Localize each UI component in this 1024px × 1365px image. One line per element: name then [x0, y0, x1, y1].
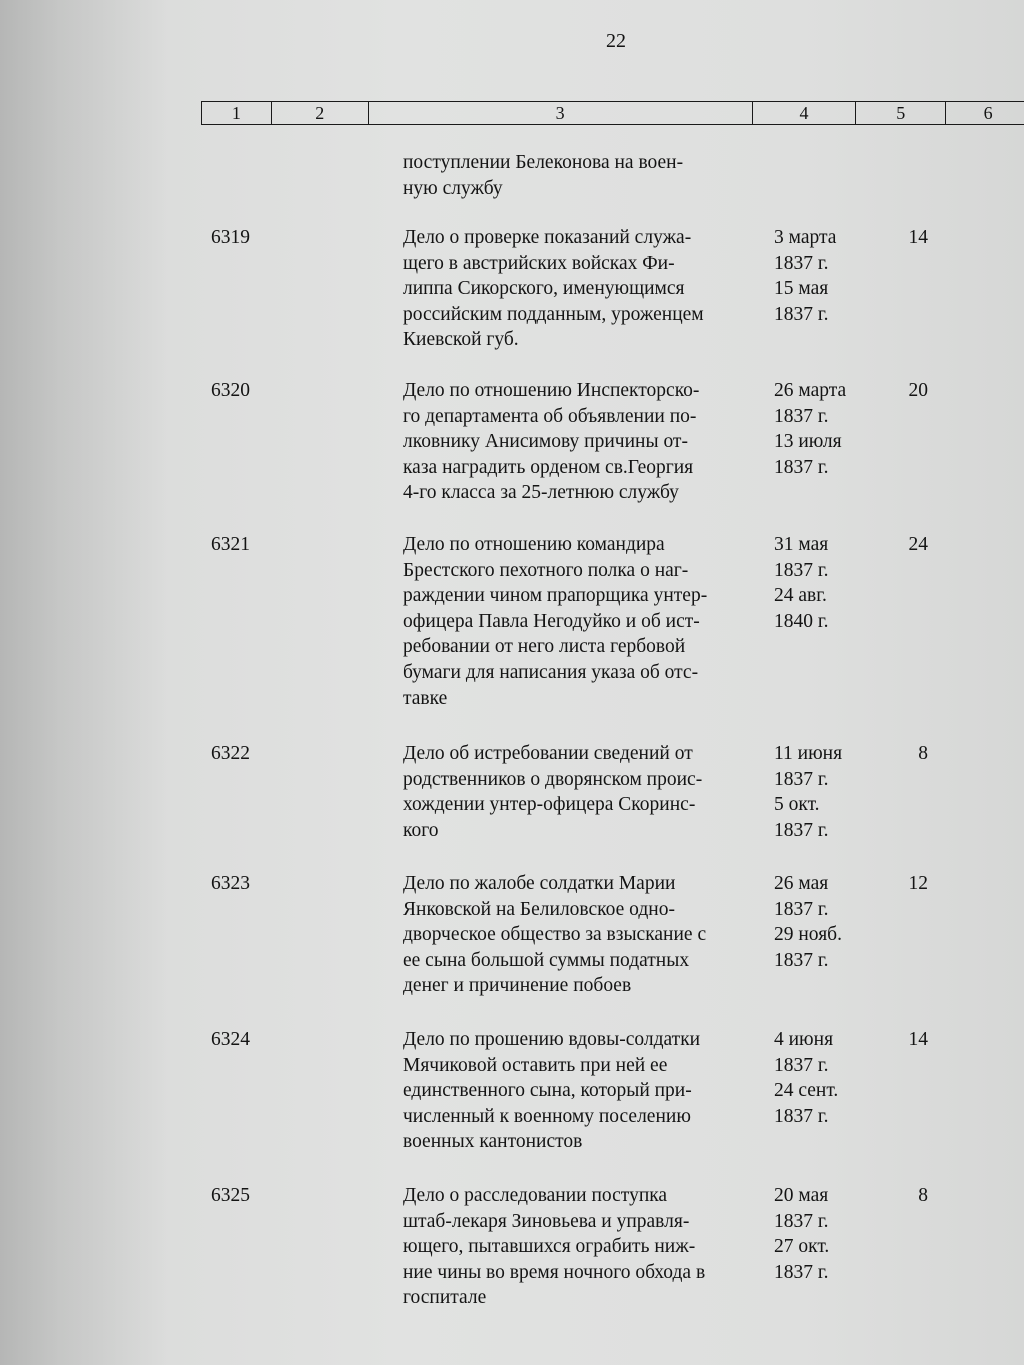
text-line: ную службу [403, 177, 503, 199]
text-line: ее сына большой суммы податных [403, 949, 690, 971]
entry-description [403, 741, 763, 843]
entry-sheet-count: 8 [918, 743, 928, 764]
text-line: раждении чином прапорщика унтер- [403, 585, 708, 607]
text-line: хождении унтер-офицера Скоринс- [403, 794, 696, 816]
text-line: российским подданным, уроженцем [403, 303, 704, 325]
column-header-3: 3 [369, 102, 753, 124]
text-line: ние чины во время ночного обхода в [403, 1261, 706, 1283]
column-header-4: 4 [753, 102, 857, 124]
date-line: 1837 г. [774, 1054, 829, 1076]
date-line: 1837 г. [774, 1105, 829, 1127]
text-line: Мячиковой оставить при ней ее [403, 1054, 668, 1076]
entry-sheet-count: 14 [908, 1029, 928, 1050]
text-line: единственного сына, который при- [403, 1080, 692, 1102]
entry-sheet-count: 14 [908, 227, 928, 248]
text-line: Дело по отношению Инспекторско- [403, 380, 700, 401]
text-line: Дело по прошению вдовы-солдатки [403, 1029, 701, 1050]
date-line: 27 окт. [774, 1236, 830, 1258]
text-line: Янковской на Белиловское одно- [403, 898, 675, 920]
entry-number: 6319 [211, 227, 250, 248]
text-line: Дело о проверке показаний служа- [403, 227, 692, 248]
date-line: 1837 г. [774, 252, 829, 274]
text-line: военных кантонистов [403, 1131, 583, 1153]
text-line: Брестского пехотного полка о наг- [403, 559, 689, 581]
column-header-2: 2 [272, 102, 369, 124]
entry-dates [774, 871, 842, 973]
date-line: 1837 г. [774, 819, 829, 841]
date-line: 1837 г. [774, 949, 829, 971]
date-line: 3 марта [774, 227, 837, 248]
text-line: денег и причинение побоев [403, 975, 632, 997]
text-line: штаб-лекаря Зиновьева и управля- [403, 1210, 690, 1232]
date-line: 26 мая [774, 873, 829, 894]
page-gutter-shadow [0, 0, 170, 1365]
entry-number: 6322 [211, 743, 250, 764]
date-line: 24 сент. [774, 1080, 839, 1102]
text-line: госпитале [403, 1287, 487, 1309]
entry-description [403, 225, 763, 353]
column-header-1: 1 [202, 102, 272, 124]
entry-dates [774, 532, 829, 634]
entry-sheet-count: 12 [908, 873, 928, 894]
continuation-text [403, 150, 763, 201]
text-line: лковнику Анисимову причины от- [403, 431, 688, 453]
column-header-5: 5 [856, 102, 946, 124]
date-line: 11 июня [774, 743, 843, 764]
text-line: липпа Сикорского, именующимся [403, 278, 685, 300]
date-line: 1837 г. [774, 898, 829, 920]
text-line: 4-го класса за 25-летнюю службу [403, 482, 679, 504]
page-number: 22 [606, 30, 626, 52]
entry-description [403, 1183, 763, 1311]
date-line: 1837 г. [774, 405, 829, 427]
entry-dates [774, 1183, 829, 1285]
entry-sheet-count: 8 [918, 1185, 928, 1206]
date-line: 1837 г. [774, 303, 829, 325]
date-line: 1837 г. [774, 456, 829, 478]
entry-description [403, 532, 763, 711]
text-line: Дело по отношению командира [403, 534, 665, 555]
text-line: бумаги для написания указа об отс- [403, 661, 699, 683]
text-line: Дело об истребовании сведений от [403, 743, 693, 764]
entry-number: 6324 [211, 1029, 250, 1050]
date-line: 5 окт. [774, 794, 820, 816]
entry-sheet-count: 20 [908, 380, 928, 401]
text-line: поступлении Белеконова на воен- [403, 152, 684, 173]
text-line: кого [403, 819, 439, 841]
entry-dates [774, 741, 842, 843]
text-line: ребовании от него листа гербовой [403, 636, 686, 658]
text-line: Киевской губ. [403, 329, 519, 351]
text-line: дворческое общество за взыскание с [403, 924, 707, 946]
text-line: ющего, пытавшихся ограбить ниж- [403, 1236, 696, 1258]
date-line: 1837 г. [774, 559, 829, 581]
entry-dates [774, 1027, 838, 1129]
date-line: 31 мая [774, 534, 829, 555]
entry-description [403, 871, 763, 999]
date-line: 26 марта [774, 380, 847, 401]
date-line: 13 июля [774, 431, 842, 453]
date-line: 15 мая [774, 278, 829, 300]
text-line: родственников о дворянском проис- [403, 768, 703, 790]
text-line: Дело о расследовании поступка [403, 1185, 668, 1206]
entry-number: 6321 [211, 534, 250, 555]
text-line: каза наградить орденом св.Георгия [403, 456, 694, 478]
date-line: 1837 г. [774, 768, 829, 790]
date-line: 1837 г. [774, 1261, 829, 1283]
entry-sheet-count: 24 [908, 534, 928, 555]
entry-number: 6320 [211, 380, 250, 401]
column-header-table [201, 101, 1024, 125]
date-line: 1837 г. [774, 1210, 829, 1232]
text-line: численный к военному поселению [403, 1105, 691, 1127]
text-line: щего в австрийских войсках Фи- [403, 252, 675, 274]
text-line: Дело по жалобе солдатки Марии [403, 873, 676, 894]
date-line: 4 июня [774, 1029, 834, 1050]
date-line: 1840 г. [774, 610, 829, 632]
entry-number: 6325 [211, 1185, 250, 1206]
date-line: 20 мая [774, 1185, 829, 1206]
entry-dates [774, 378, 846, 480]
entry-dates [774, 225, 836, 327]
entry-number: 6323 [211, 873, 250, 894]
date-line: 24 авг. [774, 585, 827, 607]
date-line: 29 нояб. [774, 924, 842, 946]
text-line: офицера Павла Негодуйко и об ист- [403, 610, 700, 632]
text-line: тавке [403, 687, 448, 709]
entry-description [403, 378, 763, 506]
entry-description [403, 1027, 763, 1155]
text-line: го департамента об объявлении по- [403, 405, 697, 427]
column-header-6: 6 [983, 102, 993, 123]
